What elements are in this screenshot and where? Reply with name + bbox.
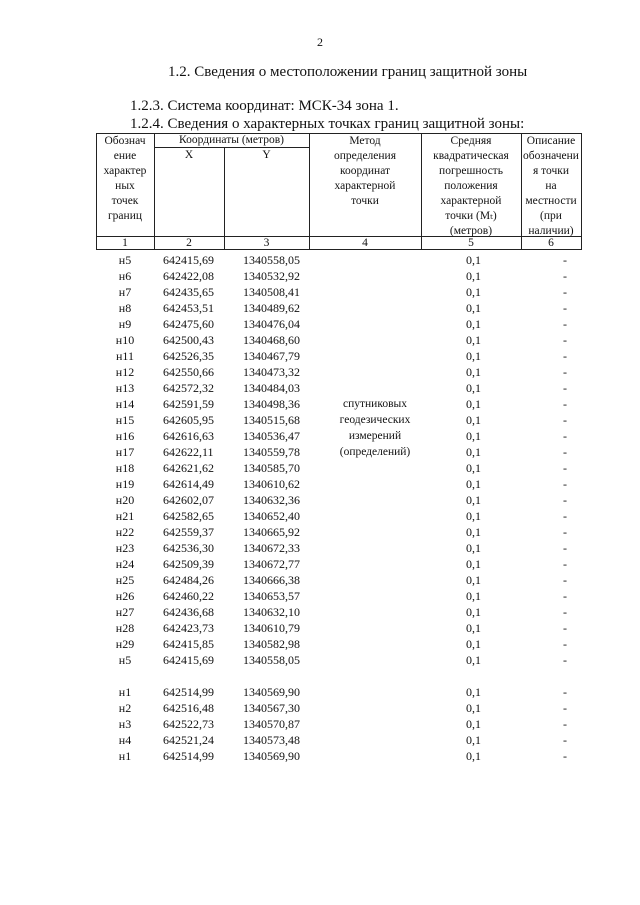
table-rule: [581, 133, 582, 250]
coord-x: 642436,68: [163, 605, 214, 619]
coord-x: 642500,43: [163, 333, 214, 347]
coord-x: 642514,99: [163, 685, 214, 699]
description: -: [563, 429, 567, 443]
table-row: [0, 460, 640, 476]
point-id: н26: [115, 589, 135, 603]
description: -: [563, 301, 567, 315]
mean-error: 0,1: [466, 413, 481, 427]
table-row: [0, 684, 640, 700]
table-row: [0, 524, 640, 540]
mean-error: 0,1: [466, 621, 481, 635]
table-row: [0, 428, 640, 444]
description: -: [563, 317, 567, 331]
coord-x: 642602,07: [163, 493, 214, 507]
point-id: н7: [118, 285, 132, 299]
mean-error: 0,1: [466, 301, 481, 315]
coord-y: 1340585,70: [243, 461, 300, 475]
coord-y: 1340558,05: [243, 653, 300, 667]
mean-error: 0,1: [466, 269, 481, 283]
description: -: [563, 717, 567, 731]
mean-error: 0,1: [466, 685, 481, 699]
description: -: [563, 461, 567, 475]
point-id: н10: [115, 333, 135, 347]
point-id: н15: [115, 413, 135, 427]
table-row: [0, 476, 640, 492]
point-id: н16: [115, 429, 135, 443]
coord-y: 1340567,30: [243, 701, 300, 715]
table-row: [0, 284, 640, 300]
coord-x: 642514,99: [163, 749, 214, 763]
point-id: н17: [115, 445, 135, 459]
description: -: [563, 381, 567, 395]
coord-x: 642550,66: [163, 365, 214, 379]
table-row: [0, 652, 640, 668]
coord-x: 642453,51: [163, 301, 214, 315]
coord-y: 1340632,10: [243, 605, 300, 619]
table-row: [0, 620, 640, 636]
coord-y: 1340573,48: [243, 733, 300, 747]
header-description: Описание обозначени я точки на местности (при наличии): [523, 135, 579, 237]
description: -: [563, 477, 567, 491]
coord-x: 642559,37: [163, 525, 214, 539]
column-number: 5: [468, 237, 474, 249]
coord-y: 1340610,79: [243, 621, 300, 635]
coord-y: 1340473,32: [243, 365, 300, 379]
table-row: [0, 412, 640, 428]
coord-x: 642435,65: [163, 285, 214, 299]
description: -: [563, 397, 567, 411]
coord-x: 642572,32: [163, 381, 214, 395]
column-number: 1: [122, 237, 128, 249]
mean-error: 0,1: [466, 653, 481, 667]
coord-x: 642605,95: [163, 413, 214, 427]
description: -: [563, 621, 567, 635]
mean-error: 0,1: [466, 637, 481, 651]
mean-error: 0,1: [466, 589, 481, 603]
coord-y: 1340672,33: [243, 541, 300, 555]
coord-x: 642516,48: [163, 701, 214, 715]
table-row: [0, 332, 640, 348]
coord-y: 1340570,87: [243, 717, 300, 731]
mean-error: 0,1: [466, 749, 481, 763]
coord-y: 1340665,92: [243, 525, 300, 539]
column-number: 3: [263, 237, 270, 249]
description: -: [563, 733, 567, 747]
mean-error: 0,1: [466, 477, 481, 491]
table-row: [0, 732, 640, 748]
coord-x: 642591,59: [163, 397, 214, 411]
point-id: н6: [118, 269, 132, 283]
coord-y: 1340610,62: [243, 477, 300, 491]
table-row: [0, 268, 640, 284]
table-header: [96, 133, 582, 250]
point-id: н1: [118, 749, 132, 763]
table-row: [0, 508, 640, 524]
point-id: н2: [118, 701, 132, 715]
header-method: Метод определения координат характерной точки: [333, 135, 396, 207]
point-id: н27: [115, 605, 135, 619]
table-row: [0, 748, 640, 764]
coord-x: 642415,85: [163, 637, 214, 651]
description: -: [563, 701, 567, 715]
mean-error: 0,1: [466, 733, 481, 747]
coord-x: 642484,26: [163, 573, 214, 587]
point-id: н24: [115, 557, 135, 571]
description: -: [563, 573, 567, 587]
point-id: н21: [115, 509, 135, 523]
coord-y: 1340672,77: [243, 557, 300, 571]
coord-x: 642622,11: [163, 445, 214, 459]
mean-error: 0,1: [466, 541, 481, 555]
table-row: [0, 604, 640, 620]
description: -: [563, 493, 567, 507]
subsection-coordinate-system: 1.2.3. Система координат: МСК-34 зона 1.: [130, 98, 399, 114]
description: -: [563, 749, 567, 763]
coord-x: 642509,39: [163, 557, 214, 571]
mean-error: 0,1: [466, 349, 481, 363]
section-title: 1.2. Сведения о местоположении границ защитной зоны: [168, 64, 528, 80]
coord-x: 642422,08: [163, 269, 214, 283]
coord-x: 642423,73: [163, 621, 214, 635]
header-y: Y: [262, 149, 271, 161]
coord-x: 642522,73: [163, 717, 214, 731]
column-number: 4: [362, 237, 368, 249]
description: -: [563, 653, 567, 667]
method-text: спутниковых геодезических измерений (определений): [339, 398, 411, 458]
mean-error: 0,1: [466, 701, 481, 715]
coord-y: 1340489,62: [243, 301, 300, 315]
column-number: 2: [186, 237, 192, 249]
point-id: н13: [115, 381, 135, 395]
description: -: [563, 365, 567, 379]
mean-error: 0,1: [466, 365, 481, 379]
table-row: [0, 396, 640, 412]
table-row: [0, 540, 640, 556]
coord-y: 1340569,90: [243, 685, 300, 699]
header-coordinates-group: Координаты (метров): [179, 134, 284, 146]
coord-y: 1340632,36: [243, 493, 300, 507]
point-id: н8: [118, 301, 132, 315]
coord-x: 642582,65: [163, 509, 214, 523]
header-mean-error: Средняя квадратическая погрешность положения характерной точки (Мₜ) (метров): [433, 135, 509, 237]
point-id: н22: [115, 525, 135, 539]
coord-x: 642616,63: [163, 429, 214, 443]
mean-error: 0,1: [466, 285, 481, 299]
point-id: н3: [118, 717, 132, 731]
table-row: [0, 700, 640, 716]
description: -: [563, 285, 567, 299]
coord-y: 1340569,90: [243, 749, 300, 763]
mean-error: 0,1: [466, 381, 481, 395]
point-id: н9: [118, 317, 132, 331]
description: -: [563, 589, 567, 603]
page-number: 2: [317, 35, 323, 49]
point-id: н1: [118, 685, 132, 699]
mean-error: 0,1: [466, 557, 481, 571]
table-row: [0, 636, 640, 652]
description: -: [563, 557, 567, 571]
description: -: [563, 525, 567, 539]
table-row: [0, 444, 640, 460]
coord-y: 1340498,36: [243, 397, 300, 411]
mean-error: 0,1: [466, 493, 481, 507]
point-id: н5: [118, 653, 132, 667]
point-id: н14: [115, 397, 135, 411]
coord-y: 1340532,92: [243, 269, 300, 283]
coord-y: 1340468,60: [243, 333, 300, 347]
point-id: н11: [116, 349, 134, 363]
column-number: 6: [548, 237, 554, 249]
table-row: [0, 348, 640, 364]
coord-y: 1340467,79: [243, 349, 300, 363]
mean-error: 0,1: [466, 461, 481, 475]
point-id: н19: [115, 477, 135, 491]
mean-error: 0,1: [466, 317, 481, 331]
description: -: [563, 333, 567, 347]
coord-y: 1340536,47: [243, 429, 300, 443]
point-id: н28: [115, 621, 135, 635]
coord-x: 642614,49: [163, 477, 214, 491]
description: -: [563, 685, 567, 699]
header-x: X: [184, 149, 194, 161]
coord-y: 1340476,04: [243, 317, 300, 331]
point-id: н4: [118, 733, 132, 747]
coord-y: 1340666,38: [243, 573, 300, 587]
table-row: [0, 572, 640, 588]
mean-error: 0,1: [466, 509, 481, 523]
mean-error: 0,1: [466, 445, 481, 459]
table-row: [0, 300, 640, 316]
subsection-boundary-points: 1.2.4. Сведения о характерных точках границ защитной зоны:: [130, 116, 525, 132]
coord-x: 642526,35: [163, 349, 214, 363]
table-row: [0, 380, 640, 396]
table-row: [0, 492, 640, 508]
mean-error: 0,1: [466, 717, 481, 731]
mean-error: 0,1: [466, 253, 481, 267]
coord-y: 1340653,57: [243, 589, 300, 603]
description: -: [563, 637, 567, 651]
description: -: [563, 413, 567, 427]
coord-x: 642415,69: [163, 253, 214, 267]
mean-error: 0,1: [466, 605, 481, 619]
coord-y: 1340652,40: [243, 509, 300, 523]
description: -: [563, 269, 567, 283]
coord-y: 1340508,41: [243, 285, 300, 299]
mean-error: 0,1: [466, 397, 481, 411]
coord-y: 1340484,03: [243, 381, 300, 395]
table-row: [0, 588, 640, 604]
point-id: н5: [118, 253, 132, 267]
coord-x: 642460,22: [163, 589, 214, 603]
coord-x: 642621,62: [163, 461, 214, 475]
point-id: н25: [115, 573, 135, 587]
point-id: н18: [115, 461, 135, 475]
coord-x: 642521,24: [163, 733, 214, 747]
description: -: [563, 445, 567, 459]
coord-y: 1340582,98: [243, 637, 300, 651]
description: -: [563, 541, 567, 555]
point-id: н20: [115, 493, 135, 507]
point-id: н23: [115, 541, 135, 555]
coord-y: 1340558,05: [243, 253, 300, 267]
coord-x: 642475,60: [163, 317, 214, 331]
coord-x: 642536,30: [163, 541, 214, 555]
coord-y: 1340515,68: [243, 413, 300, 427]
table-row: [0, 716, 640, 732]
point-id: н12: [115, 365, 135, 379]
description: -: [563, 605, 567, 619]
table-row: [0, 556, 640, 572]
mean-error: 0,1: [466, 525, 481, 539]
table-row: [0, 364, 640, 380]
coord-y: 1340559,78: [243, 445, 300, 459]
mean-error: 0,1: [466, 333, 481, 347]
table-row: [0, 252, 640, 268]
header-point-designation: Обознач ение характер ных точек границ: [103, 135, 147, 222]
point-id: н29: [115, 637, 135, 651]
mean-error: 0,1: [466, 429, 481, 443]
description: -: [563, 253, 567, 267]
description: -: [563, 349, 567, 363]
table-row: [0, 316, 640, 332]
description: -: [563, 509, 567, 523]
coord-x: 642415,69: [163, 653, 214, 667]
mean-error: 0,1: [466, 573, 481, 587]
